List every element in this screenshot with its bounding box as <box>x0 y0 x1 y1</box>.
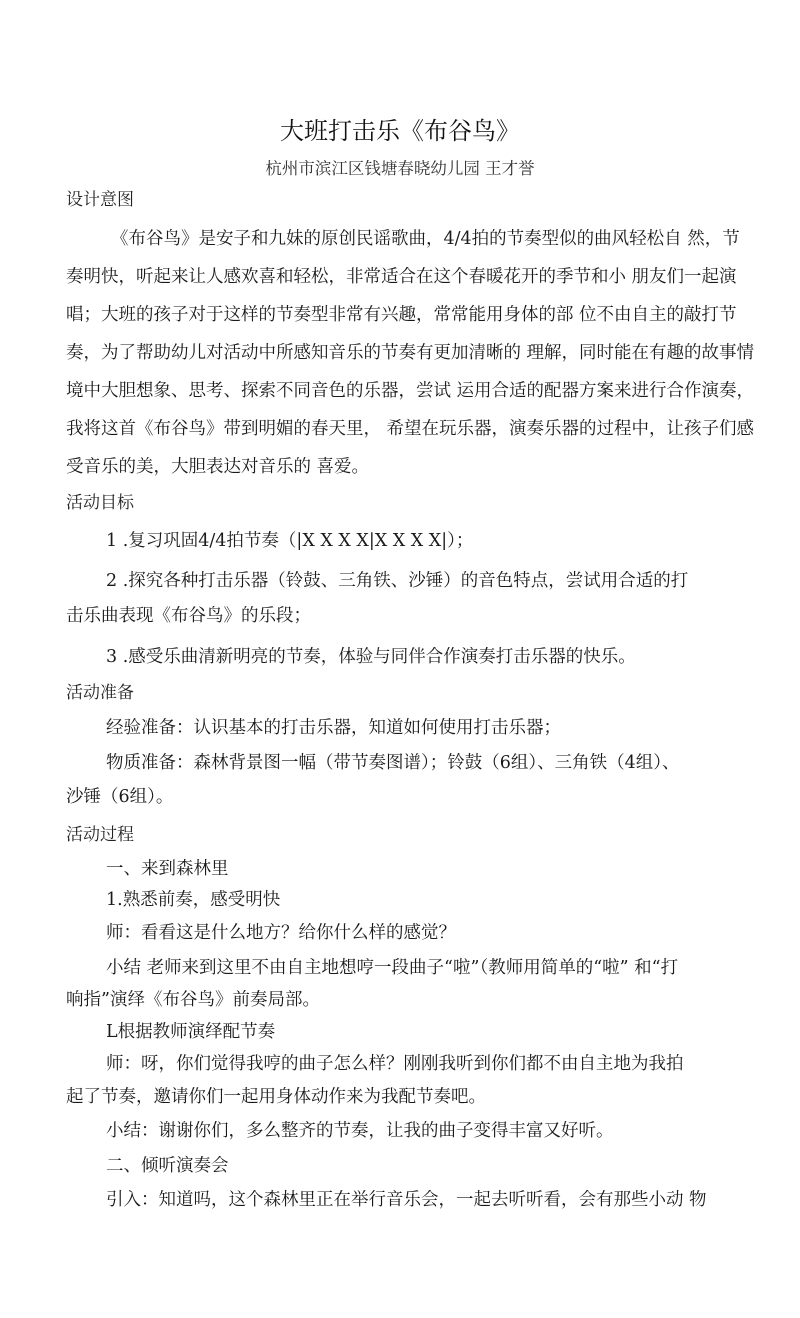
section-heading-prep: 活动准备 <box>66 683 134 703</box>
process-step-1: 1.熟悉前奏，感受明快 <box>106 890 281 910</box>
summary-1-continued: 响指”演绎《布谷鸟》前奏局部。 <box>66 990 320 1010</box>
goal-item-2-continued: 击乐曲表现《布谷鸟》的乐段； <box>66 606 311 626</box>
prep-experience: 经验准备：认识基本的打击乐器，知道如何使用打击乐器； <box>106 718 561 738</box>
design-paragraph-line: 受音乐的美，大胆表达对音乐的 喜爱。 <box>66 457 370 477</box>
goal-item-3: 3 .感受乐曲清新明亮的节奏，体验与同伴合作演奏打击乐器的快乐。 <box>106 647 636 667</box>
design-paragraph-line: 唱；大班的孩子对于这样的节奏型非常有兴趣，常常能用身体的部 位不由自主的敲打节 <box>66 305 737 325</box>
prep-material-continued: 沙锤（6组）。 <box>66 787 174 807</box>
process-part-2: 二、倾听演奏会 <box>106 1156 229 1176</box>
summary-1: 小结 老师来到这里不由自主地想哼一段曲子“啦”（教师用简单的“啦” 和“打 <box>106 958 679 978</box>
design-paragraph-line: 奏明快，听起来让人感欢喜和轻松，非常适合在这个春暖花开的季节和小 朋友们一起演 <box>66 267 737 287</box>
design-paragraph-line: 境中大胆想象、思考、探索不同音色的乐器，尝试 运用合适的配器方案来进行合作演奏， <box>66 381 755 401</box>
design-paragraph-line: 奏，为了帮助幼儿对活动中所感知音乐的节奏有更加清晰的 理解，同时能在有趣的故事情 <box>66 343 755 363</box>
design-paragraph-line: 《布谷鸟》是安子和九妹的原创民谣歌曲，4/4拍的节奏型似的曲风轻松自 然，节 <box>111 229 740 249</box>
section-heading-design: 设计意图 <box>66 190 134 210</box>
document-title: 大班打击乐《布谷鸟》 <box>280 117 520 145</box>
goal-item-2: 2 .探究各种打击乐器（铃鼓、三角铁、沙锤）的音色特点，尝试用合适的打 <box>106 571 689 591</box>
section-heading-process: 活动过程 <box>66 825 134 845</box>
teacher-line-2-continued: 起了节奏，邀请你们一起用身体动作来为我配节奏吧。 <box>66 1087 486 1107</box>
intro-line: 引入：知道吗，这个森林里正在举行音乐会，一起去听听看，会有那些小动 物 <box>106 1190 707 1210</box>
author-line: 杭州市滨江区钱塘春晓幼儿园 王才誉 <box>265 159 535 178</box>
process-step-2: L根据教师演绎配节奏 <box>106 1022 276 1042</box>
design-paragraph-line: 我将这首《布谷鸟》带到明媚的春天里， 希望在玩乐器，演奏乐器的过程中，让孩子们感 <box>66 419 755 439</box>
prep-material: 物质准备：森林背景图一幅（带节奏图谱）；铃鼓（6组）、三角铁（4组）、 <box>106 753 680 773</box>
summary-2: 小结：谢谢你们，多么整齐的节奏，让我的曲子变得丰富又好听。 <box>106 1121 614 1141</box>
goal-item-1: 1 .复习巩固4/4拍节奏（|X X X X|X X X X|）； <box>106 531 474 551</box>
teacher-line-1: 师：看看这是什么地方？给你什么样的感觉？ <box>106 923 456 943</box>
process-part-1: 一、来到森林里 <box>106 859 229 879</box>
section-heading-goals: 活动目标 <box>66 493 134 513</box>
teacher-line-2: 师：呀，你们觉得我哼的曲子怎么样？刚刚我听到你们都不由自主地为我拍 <box>106 1054 684 1074</box>
